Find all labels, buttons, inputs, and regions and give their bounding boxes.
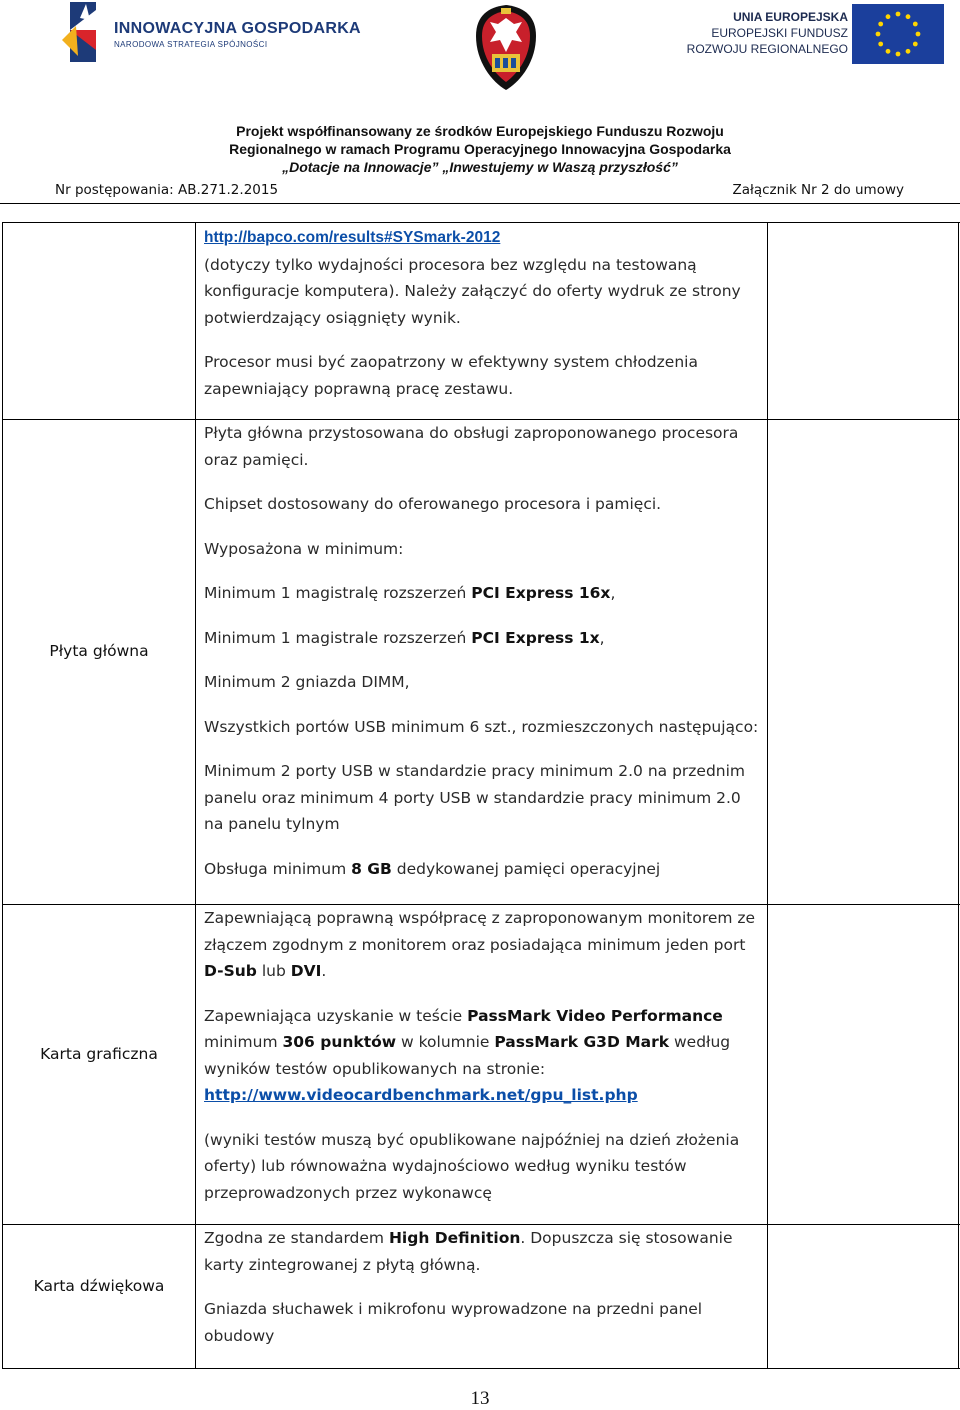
- ig-flag-icon: [62, 0, 106, 66]
- p9-text: Obsługa minimum: [204, 859, 352, 878]
- table-border-right: [958, 222, 959, 1369]
- bapco-results-link[interactable]: http://bapco.com/results#SYSmark-2012: [204, 229, 501, 246]
- motherboard-p9: [204, 856, 764, 883]
- motherboard-p3: Wyposażona w minimum:: [204, 539, 404, 558]
- project-line-3: „Dotacje na Innowacje” „Inwestujemy w Waszą przyszłość”: [282, 159, 678, 175]
- innowacyjna-gospodarka-logo: [62, 0, 362, 66]
- graphics-card-label: Karta graficzna: [40, 1045, 158, 1063]
- motherboard-p5: [204, 625, 764, 652]
- sound-spec-cell: [204, 1225, 764, 1349]
- g1-dsub: D-Sub: [204, 962, 257, 980]
- case-number: Nr postępowania: AB.271.2.2015: [55, 182, 279, 198]
- g2-points: 306 punktów: [282, 1033, 397, 1051]
- eu-logo: [682, 2, 952, 64]
- p4-text: Minimum 1 magistralę rozszerzeń: [204, 584, 472, 602]
- p5-bold: PCI Express 1x: [471, 628, 600, 647]
- p5-end: ,: [599, 628, 605, 647]
- g2-g: według wyników testów opublikowanych na stronie:: [204, 1033, 731, 1078]
- motherboard-p4: [204, 580, 764, 607]
- p4-end: ,: [610, 584, 616, 602]
- project-line-2: Regionalnego w ramach Programu Operacyjnego Innowacyjna Gospodarka: [229, 141, 731, 157]
- annex-label: Załącznik Nr 2 do umowy: [732, 182, 904, 198]
- g1-end: .: [321, 962, 327, 980]
- graphics-p3: (wyniki testów muszą być opublikowane najpóźniej na dzień złożenia oferty) lub równoważna wydajnościowo według wyniku testów przeprowadzonych przez wykonawcę: [204, 1130, 740, 1202]
- sound-p2: Gniazda słuchawek i mikrofonu wyprowadzone na przedni panel obudowy: [204, 1300, 703, 1345]
- videocardbenchmark-link[interactable]: http://www.videocardbenchmark.net/gpu_list.php: [204, 1086, 638, 1104]
- g2-e: w kolumnie: [396, 1033, 495, 1051]
- s1-a: Zgodna ze standardem: [204, 1229, 389, 1247]
- p5-text: Minimum 1 magistrale rozszerzeń: [204, 628, 472, 647]
- project-funding-note: [0, 122, 960, 176]
- s1-hd: High Definition: [388, 1229, 521, 1247]
- table-border-left: [2, 222, 3, 1369]
- coat-of-arms-icon: [468, 2, 544, 92]
- motherboard-p7: Wszystkich portów USB minimum 6 szt., rozmieszczonych następująco:: [204, 717, 759, 736]
- eu-fund-line1: EUROPEJSKI FUNDUSZ: [711, 26, 848, 40]
- motherboard-label: Płyta główna: [49, 642, 149, 660]
- page-number: 13: [470, 1388, 490, 1409]
- project-line-1: Projekt współfinansowany ze środków Europejskiego Funduszu Rozwoju: [236, 123, 724, 139]
- g1-dvi: DVI: [290, 962, 322, 980]
- p9-end: dedykowanej pamięci operacyjnej: [391, 859, 661, 878]
- g2-c: minimum: [204, 1033, 283, 1051]
- sound-p1: [204, 1225, 764, 1278]
- motherboard-p8: Minimum 2 porty USB w standardzie pracy minimum 2.0 na przednim panelu oraz minimum 4 porty USB w standardzie pracy minimum 2.0 na panelu tylnym: [204, 762, 746, 833]
- processor-cooling-text: Procesor musi być zaopatrzony w efektywny system chłodzenia zapewniający poprawną pracę zestawu.: [204, 353, 698, 398]
- processor-continuation-cell: [204, 224, 764, 402]
- eu-fund-line2: ROZWOJU REGIONALNEGO: [686, 42, 848, 56]
- sound-card-label: Karta dźwiękowa: [33, 1277, 165, 1295]
- ig-title: INNOWACYJNA GOSPODARKA: [114, 20, 361, 37]
- graphics-p2: [204, 1003, 764, 1109]
- graphics-spec-cell: [204, 905, 764, 1206]
- graphics-p1: [204, 905, 764, 985]
- table-border-top: [2, 222, 960, 223]
- table-border-col1: [195, 222, 196, 1369]
- motherboard-spec-cell: [204, 420, 764, 882]
- g2-a: Zapewniająca uzyskanie w teście: [204, 1006, 468, 1025]
- eu-title: UNIA EUROPEJSKA: [733, 10, 848, 24]
- g2-test-name: PassMark Video Performance: [467, 1006, 723, 1025]
- p9-bold: 8 GB: [351, 859, 392, 878]
- header-divider: [0, 203, 960, 204]
- motherboard-p1: Płyta główna przystosowana do obsługi zaproponowanego procesora oraz pamięci.: [204, 424, 739, 469]
- g2-column: PassMark G3D Mark: [494, 1033, 670, 1051]
- p4-bold: PCI Express 16x: [471, 584, 611, 602]
- s1-c: . Dopuszcza się stosowanie karty zintegrowanej z płytą główną.: [204, 1229, 733, 1274]
- table-border-bottom: [2, 1368, 960, 1369]
- g1-or: lub: [256, 962, 291, 980]
- processor-note-text: (dotyczy tylko wydajności procesora bez względu na testowaną konfiguracje komputera). Należy załączyć do oferty wydruk ze strony potwierdzający osiągnięty wynik.: [204, 255, 741, 327]
- table-border-col2: [767, 222, 768, 1369]
- motherboard-p2: Chipset dostosowany do oferowanego procesora i pamięci.: [204, 495, 662, 513]
- motherboard-p6: Minimum 2 gniazda DIMM,: [204, 673, 410, 691]
- ig-subtitle: NARODOWA STRATEGIA SPÓJNOŚCI: [114, 40, 268, 49]
- g1-text: Zapewniającą poprawną współpracę z zaproponowanym monitorem ze złączem zgodnym z monitorem oraz posiadająca minimum jeden port: [204, 909, 756, 954]
- eu-flag-icon: [852, 4, 944, 64]
